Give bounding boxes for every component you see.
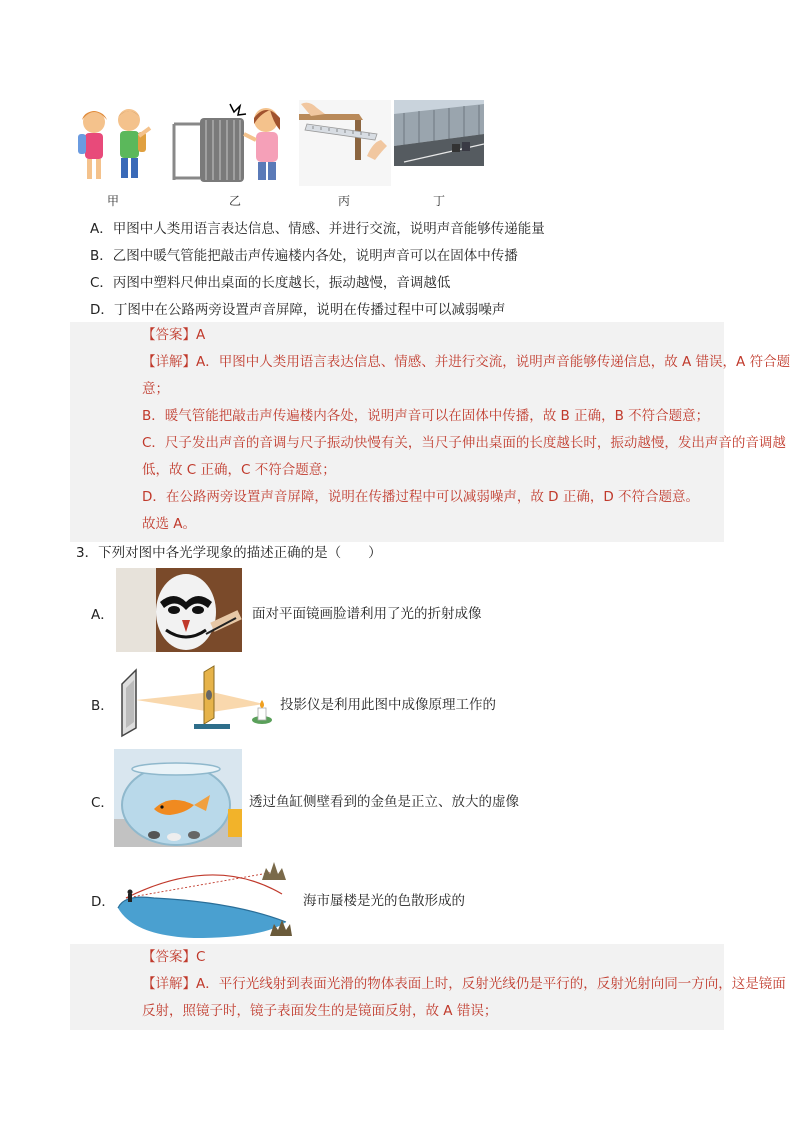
- answer-tag: 【答案】: [142, 327, 196, 343]
- face-painting-mirror-image: [116, 568, 242, 652]
- mirage-diagram-image: [114, 858, 294, 940]
- option-c-q2: C．丙图中塑料尺伸出桌面的长度越长，振动越慢，音调越低: [90, 275, 451, 291]
- answer-block-q2: [70, 322, 791, 542]
- figure-caption-jia: 甲: [107, 194, 120, 208]
- goldfish-bowl-image: [114, 749, 242, 847]
- detail-line-a: [142, 349, 792, 403]
- question-3-stem: 3．下列对图中各光学现象的描述正确的是（ ）: [76, 545, 382, 561]
- detail-text-a: A．甲图中人类用语言表达信息、情感、并进行交流，说明声音能够传递信息，故 A 错误，A 符合题意；: [142, 354, 791, 397]
- option-a-label-q3: A．: [91, 607, 114, 623]
- detail-line-conclusion: 故选 A。: [142, 516, 197, 532]
- option-c-label-q3: C．: [91, 795, 114, 811]
- detail-line-c: C．尺子发出声音的音调与尺子振动快慢有关，当尺子伸出桌面的长度越长时，振动越慢，发出声音的音调越低，故 C 正确，C 不符合题意；: [142, 435, 786, 478]
- option-a-text-q3: 面对平面镜画脸谱利用了光的折射成像: [252, 606, 482, 622]
- detail-text-q3: A．平行光线射到表面光滑的物体表面上时，反射光线仍是平行的，反射光射向同一方向，这是镜面反射，照镜子时，镜子表面发生的是镜面反射，故 A 错误；: [142, 976, 786, 1019]
- answer-tag-q3: 【答案】: [142, 949, 196, 965]
- answer-line-q3: [142, 944, 205, 971]
- children-talking-image: [74, 100, 154, 186]
- detail-line-d: D．在公路两旁设置声音屏障，说明在传播过程中可以减弱噪声，故 D 正确，D 不符合题意。: [142, 489, 700, 505]
- figure-caption-yi: 乙: [229, 194, 242, 208]
- convex-lens-imaging-image: [114, 662, 274, 738]
- figure-row-q2: [74, 100, 494, 210]
- figure-caption-bing: 丙: [338, 194, 351, 208]
- ruler-on-table-image: [299, 100, 391, 186]
- option-d-label-q3: D．: [91, 894, 115, 910]
- option-d-text-q3: 海市蜃楼是光的色散形成的: [303, 893, 465, 909]
- answer-value: A: [196, 327, 206, 343]
- option-a-q2: A．甲图中人类用语言表达信息、情感、并进行交流，说明声音能够传递能量: [90, 221, 545, 237]
- option-c-text-q3: 透过鱼缸侧壁看到的金鱼是正立、放大的虚像: [249, 794, 519, 810]
- detail-tag-q3: 【详解】: [142, 976, 196, 992]
- detail-line-b: B．暖气管能把敲击声传遍楼内各处，说明声音可以在固体中传播，故 B 正确，B 不符合题意；: [142, 408, 710, 424]
- option-b-q2: B．乙图中暖气管能把敲击声传遍楼内各处，说明声音可以在固体中传播: [90, 248, 518, 264]
- detail-line-q3: [142, 971, 792, 1025]
- option-b-text-q3: 投影仪是利用此图中成像原理工作的: [280, 697, 496, 713]
- road-sound-barrier-image: [394, 100, 484, 166]
- radiator-knocking-image: [170, 100, 294, 186]
- answer-value-q3: C: [196, 949, 206, 965]
- option-d-q2: D．丁图中在公路两旁设置声音屏障，说明在传播过程中可以减弱噪声: [90, 302, 506, 318]
- detail-tag: 【详解】: [142, 354, 196, 370]
- option-b-label-q3: B．: [91, 698, 114, 714]
- figure-caption-ding: 丁: [433, 194, 446, 208]
- answer-line-q2: [142, 322, 205, 349]
- answer-block-q3: [70, 944, 786, 1030]
